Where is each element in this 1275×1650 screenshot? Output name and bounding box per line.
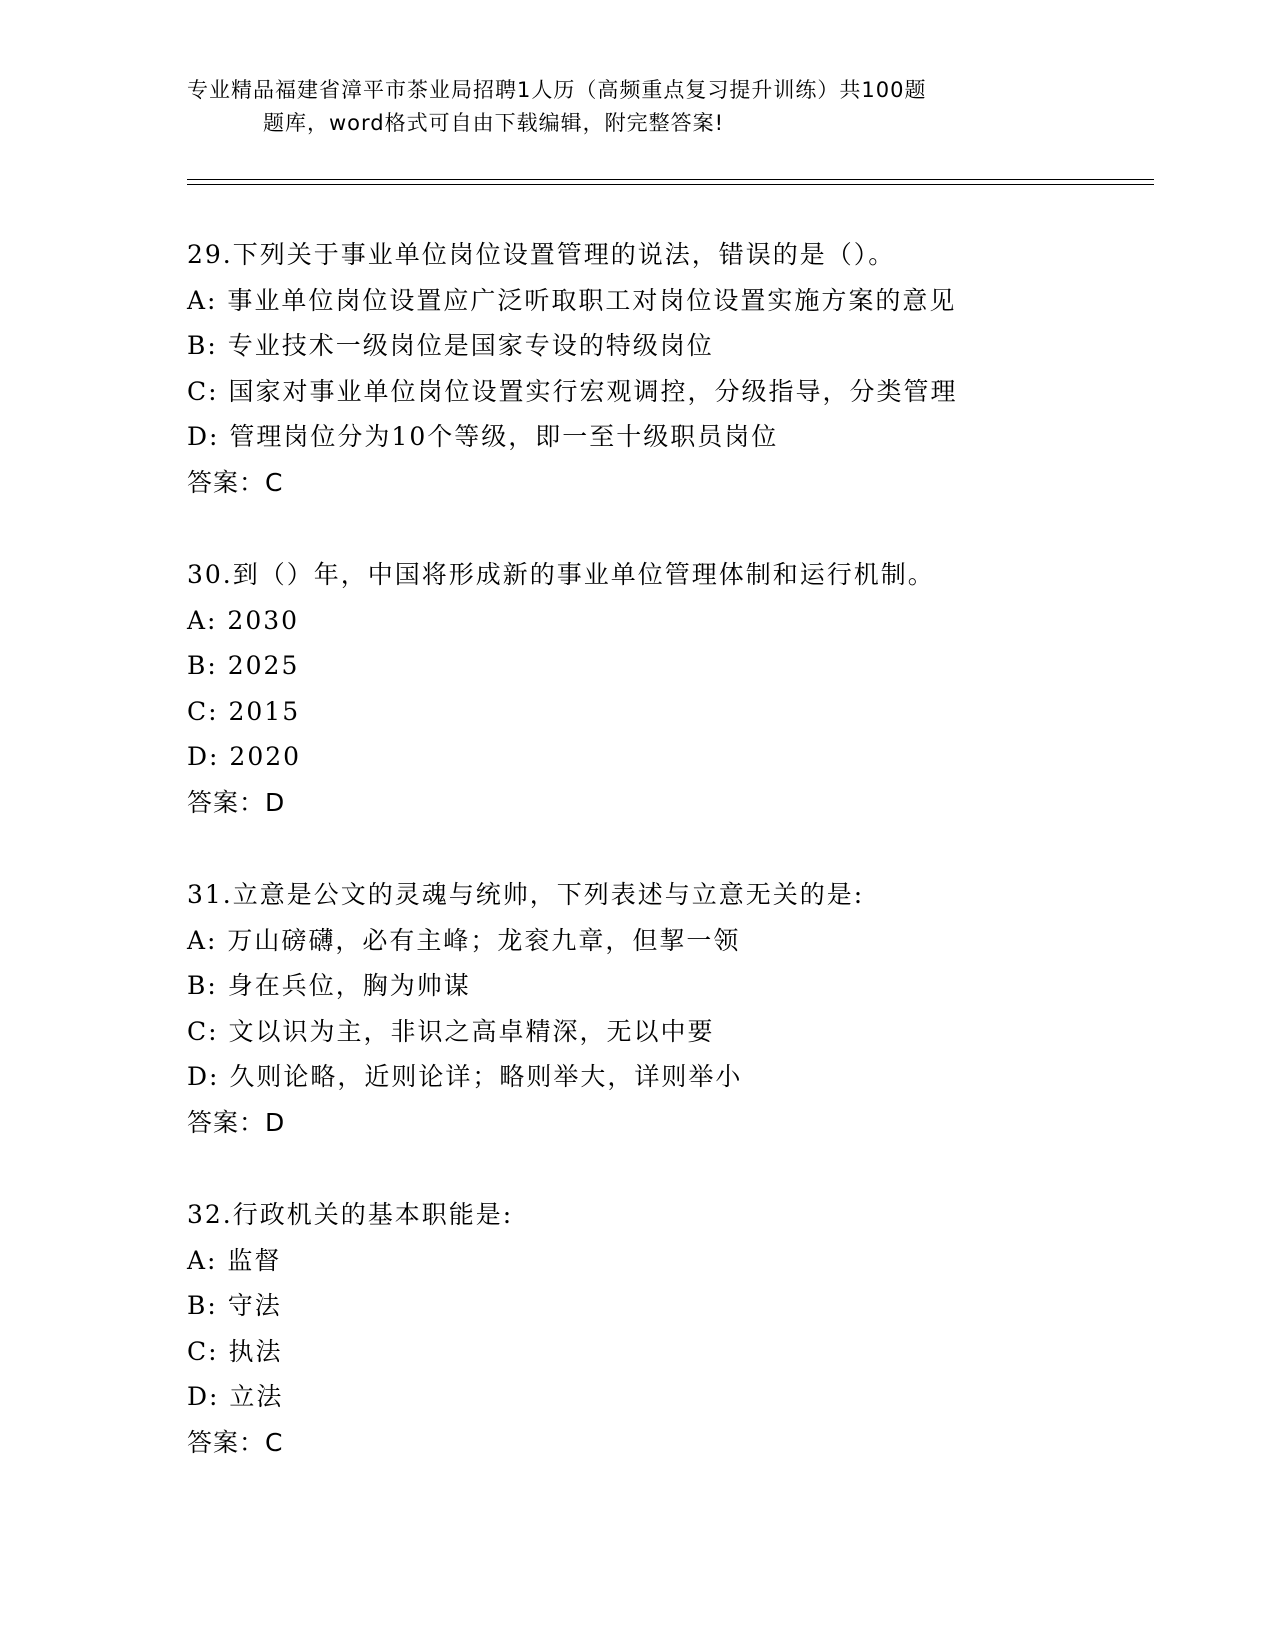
- option-d: D: 久则论略，近则论详；略则举大，详则举小: [187, 1062, 743, 1092]
- answer-line: 答案：D: [187, 1107, 286, 1137]
- option-d: D: 立法: [187, 1382, 284, 1412]
- option-b: B: 2025: [187, 651, 300, 681]
- option-a: A: 事业单位岗位设置应广泛听取职工对岗位设置实施方案的意见: [187, 285, 957, 315]
- question-stem: 31.立意是公文的灵魂与统帅，下列表述与立意无关的是:: [187, 880, 865, 909]
- option-c: C: 执法: [187, 1336, 283, 1366]
- question-stem: 32.行政机关的基本职能是:: [187, 1200, 514, 1229]
- option-b: B: 身在兵位，胸为帅谋: [187, 971, 471, 1001]
- option-d: D: 管理岗位分为10个等级，即一至十级职员岗位: [187, 422, 779, 452]
- option-a: A: 2030: [187, 605, 300, 635]
- question-30: [187, 552, 1137, 826]
- option-c: C: 国家对事业单位岗位设置实行宏观调控，分级指导，分类管理: [187, 376, 958, 406]
- question-stem: 30.到（）年，中国将形成新的事业单位管理体制和运行机制。: [187, 560, 935, 589]
- option-d: D: 2020: [187, 742, 302, 772]
- document-header: [187, 74, 1067, 140]
- option-c: C: 2015: [187, 696, 301, 726]
- option-b: B: 专业技术一级岗位是国家专设的特级岗位: [187, 331, 714, 361]
- question-stem: 29.下列关于事业单位岗位设置管理的说法，错误的是（）。: [187, 240, 896, 269]
- answer-line: 答案：D: [187, 787, 286, 817]
- header-title-line-2: 题库，word格式可自由下载编辑，附完整答案!: [263, 111, 725, 135]
- question-31: [187, 872, 1137, 1146]
- question-29: [187, 232, 1137, 506]
- header-divider-top: [187, 179, 1154, 180]
- option-b: B: 守法: [187, 1291, 282, 1321]
- option-a: A: 万山磅礴，必有主峰；龙衮九章，但挈一领: [187, 925, 741, 955]
- question-32: [187, 1192, 1137, 1466]
- option-c: C: 文以识为主，非识之高卓精深，无以中要: [187, 1016, 715, 1046]
- option-a: A: 监督: [187, 1245, 282, 1275]
- header-divider-bottom: [187, 184, 1154, 185]
- answer-line: 答案：C: [187, 1427, 284, 1457]
- answer-line: 答案：C: [187, 467, 284, 497]
- header-title-line-1: 专业精品福建省漳平市茶业局招聘1人历（高频重点复习提升训练）共100题: [187, 78, 927, 102]
